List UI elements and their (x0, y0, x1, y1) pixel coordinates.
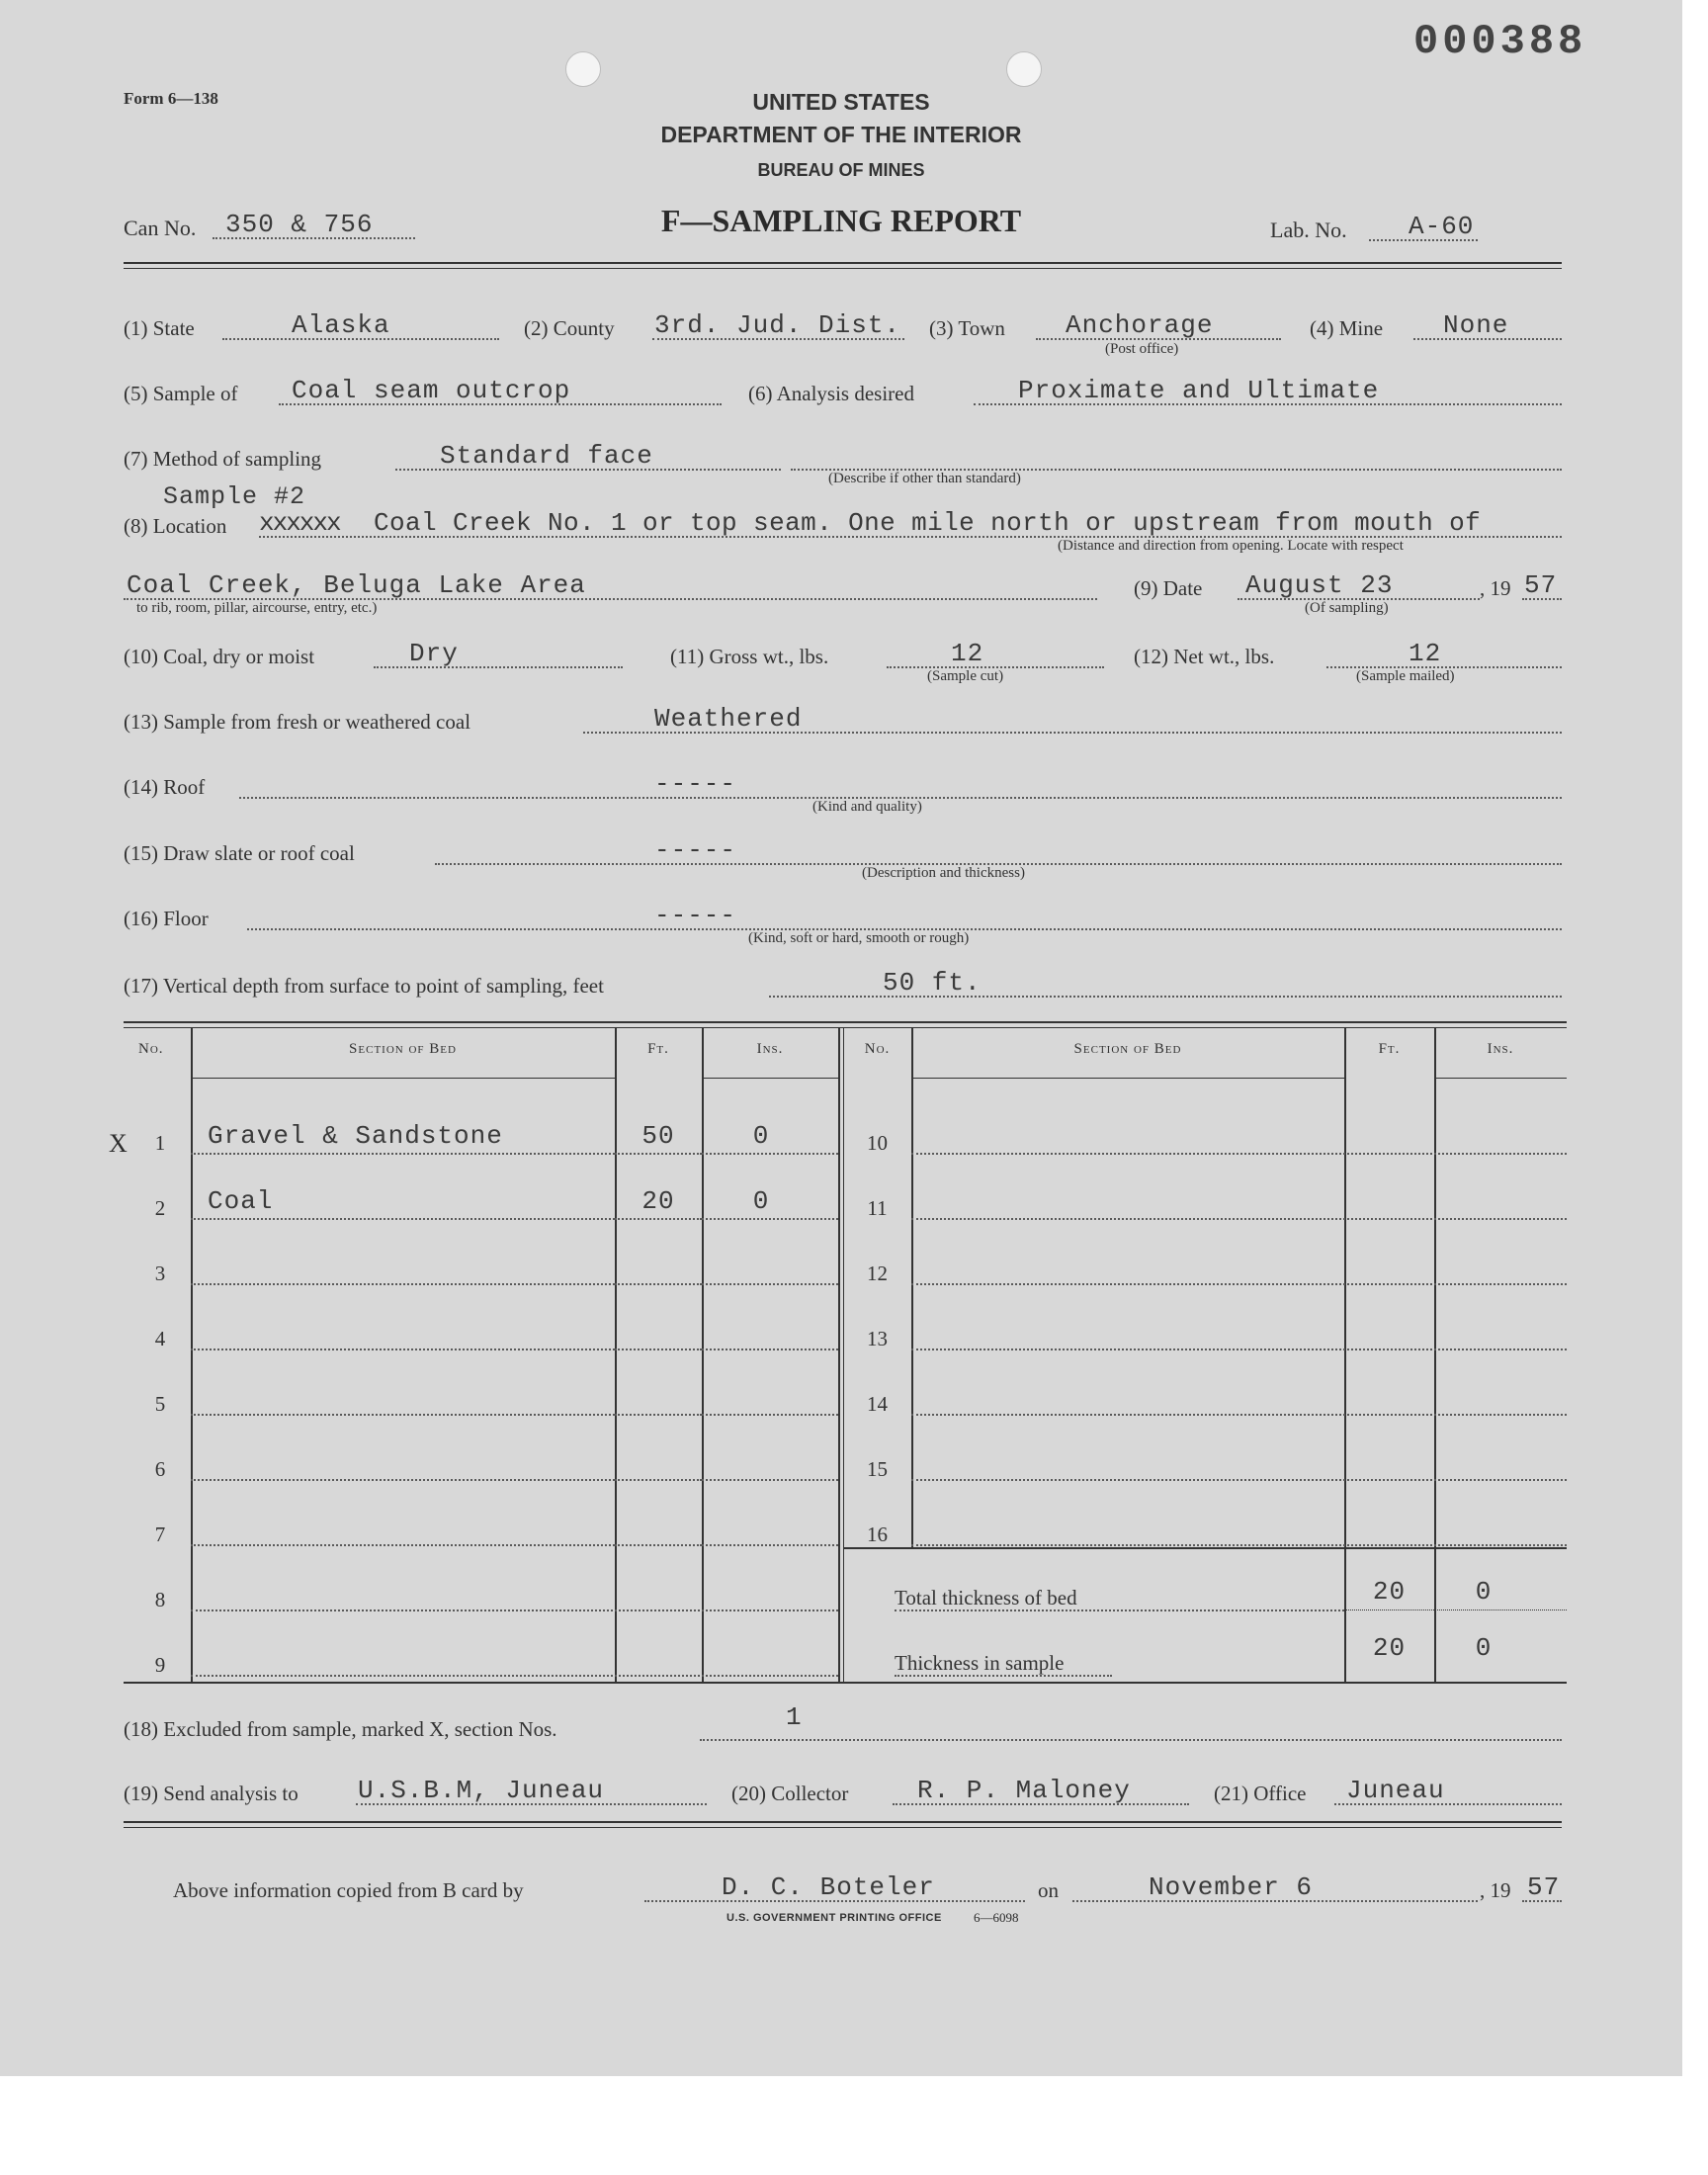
form-number: Form 6—138 (124, 89, 218, 108)
method-label: (7) Method of sampling (124, 447, 322, 471)
mine-value: None (1443, 310, 1509, 340)
date-value: August 23 (1245, 570, 1394, 600)
coal-dry-label: (10) Coal, dry or moist (124, 645, 315, 668)
county-value: 3rd. Jud. Dist. (654, 310, 901, 340)
location-note2: to rib, room, pillar, aircourse, entry, etc.) (136, 600, 378, 616)
location-label: (8) Location (124, 514, 227, 538)
section-of-bed-cell: Coal (208, 1186, 274, 1216)
footer-year-prefix: , 19 (1480, 1878, 1511, 1902)
punch-hole (565, 51, 601, 87)
total-thickness-ft: 20 (1372, 1577, 1407, 1607)
roof-label: (14) Roof (124, 775, 206, 799)
row-number: 11 (867, 1196, 888, 1220)
town-label: (3) Town (929, 316, 1005, 340)
row-number: 6 (154, 1457, 166, 1481)
gross-wt-value: 12 (951, 639, 984, 668)
office-value: Juneau (1346, 1776, 1445, 1805)
punch-hole (1006, 51, 1042, 87)
date-year: 57 (1524, 570, 1558, 600)
total-thickness-ins: 0 (1475, 1577, 1493, 1607)
header-line3: BUREAU OF MINES (757, 160, 925, 180)
row-number: 1 (154, 1131, 166, 1155)
town-note: (Post office) (1105, 341, 1179, 357)
gpo-number: 6—6098 (974, 1910, 1019, 1925)
location-note1: (Distance and direction from opening. Locate with respect (1058, 538, 1404, 554)
floor-label: (16) Floor (124, 907, 209, 930)
floor-value: ----- (654, 901, 737, 930)
mine-label: (4) Mine (1310, 316, 1384, 340)
net-wt-value: 12 (1409, 639, 1442, 668)
thickness-in-sample-ft: 20 (1372, 1633, 1407, 1663)
location-struck: xxxxxx (259, 508, 340, 538)
header-line2: DEPARTMENT OF THE INTERIOR (660, 122, 1022, 147)
stamp-number: 000388 (1413, 18, 1587, 65)
send-to-label: (19) Send analysis to (124, 1782, 299, 1805)
state-label: (1) State (124, 316, 195, 340)
roof-note: (Kind and quality) (812, 799, 922, 815)
can-no-label: Can No. (124, 216, 197, 240)
fresh-label: (13) Sample from fresh or weathered coal (124, 710, 471, 734)
col-header-section-right: Section of Bed (1073, 1041, 1182, 1057)
depth-label: (17) Vertical depth from surface to point of sampling, feet (124, 974, 604, 998)
sample-of-value: Coal seam outcrop (292, 376, 571, 405)
roof-value: ----- (654, 769, 737, 799)
header-line1: UNITED STATES (752, 89, 930, 115)
gross-wt-label: (11) Gross wt., lbs. (670, 645, 829, 668)
draw-slate-value: ----- (654, 835, 737, 865)
date-label: (9) Date (1134, 576, 1203, 600)
ft-cell: 20 (641, 1186, 675, 1216)
ft-cell: 50 (641, 1121, 675, 1151)
row-number: 3 (154, 1262, 166, 1285)
analysis-value: Proximate and Ultimate (1018, 376, 1380, 405)
row-number: 5 (154, 1392, 166, 1416)
can-no-value: 350 & 756 (225, 210, 374, 239)
col-header-section: Section of Bed (349, 1041, 457, 1057)
copied-by-label: Above information copied from B card by (173, 1878, 524, 1902)
ins-cell: 0 (752, 1186, 770, 1216)
excluded-mark: X (109, 1129, 128, 1158)
net-wt-note: (Sample mailed) (1356, 668, 1455, 684)
state-value: Alaska (292, 310, 390, 340)
location-line1: Coal Creek No. 1 or top seam. One mile north or upstream from mouth of (374, 508, 1482, 538)
col-header-no: No. (138, 1041, 164, 1057)
send-to-value: U.S.B.M, Juneau (358, 1776, 605, 1805)
col-header-ft: Ft. (647, 1041, 669, 1057)
row-number: 12 (867, 1262, 888, 1285)
sample-of-label: (5) Sample of (124, 382, 238, 405)
gpo-label: U.S. GOVERNMENT PRINTING OFFICE (726, 1912, 942, 1924)
copied-by-value: D. C. Boteler (722, 1872, 935, 1902)
net-wt-label: (12) Net wt., lbs. (1134, 645, 1275, 668)
coal-dry-value: Dry (409, 639, 459, 668)
depth-value: 50 ft. (883, 968, 982, 998)
ins-cell: 0 (752, 1121, 770, 1151)
draw-slate-label: (15) Draw slate or roof coal (124, 841, 355, 865)
row-number: 15 (867, 1457, 888, 1481)
row-number: 4 (154, 1327, 166, 1350)
row-number: 7 (154, 1522, 166, 1546)
row-number: 16 (867, 1522, 888, 1546)
county-label: (2) County (524, 316, 615, 340)
on-label: on (1038, 1878, 1059, 1902)
draw-slate-note: (Description and thickness) (862, 865, 1025, 881)
section-of-bed-cell: Gravel & Sandstone (208, 1121, 503, 1151)
fresh-value: Weathered (654, 704, 803, 734)
row-number: 9 (154, 1653, 166, 1677)
footer-year: 57 (1527, 1872, 1561, 1902)
lab-no-value: A-60 (1409, 212, 1475, 241)
row-number: 13 (867, 1327, 888, 1350)
date-year-prefix: , 19 (1480, 576, 1511, 600)
method-value: Standard face (440, 441, 653, 471)
collector-value: R. P. Maloney (917, 1776, 1131, 1805)
collector-label: (20) Collector (731, 1782, 849, 1805)
col-header-ins: Ins. (756, 1041, 784, 1057)
row-number: 14 (867, 1392, 888, 1416)
thickness-in-sample-label: Thickness in sample (895, 1651, 1065, 1675)
gross-wt-note: (Sample cut) (927, 668, 1004, 684)
sample-number: Sample #2 (163, 482, 306, 511)
excluded-label: (18) Excluded from sample, marked X, section Nos. (124, 1717, 557, 1741)
method-note: (Describe if other than standard) (828, 471, 1021, 486)
row-number: 8 (154, 1588, 166, 1611)
lab-no-label: Lab. No. (1270, 218, 1347, 242)
date-note: (Of sampling) (1305, 600, 1389, 616)
on-date-value: November 6 (1149, 1872, 1314, 1902)
town-value: Anchorage (1066, 310, 1214, 340)
location-line2: Coal Creek, Beluga Lake Area (127, 570, 586, 600)
col-header-ft-right: Ft. (1378, 1041, 1401, 1057)
floor-note: (Kind, soft or hard, smooth or rough) (748, 930, 970, 946)
row-number: 10 (867, 1131, 888, 1155)
analysis-label: (6) Analysis desired (748, 382, 914, 405)
office-label: (21) Office (1214, 1782, 1307, 1805)
page-title: F—SAMPLING REPORT (660, 203, 1022, 238)
excluded-value: 1 (786, 1702, 803, 1732)
total-thickness-label: Total thickness of bed (895, 1586, 1077, 1610)
col-header-no-right: No. (864, 1041, 891, 1057)
col-header-ins-right: Ins. (1487, 1041, 1514, 1057)
row-number: 2 (154, 1196, 166, 1220)
thickness-in-sample-ins: 0 (1475, 1633, 1493, 1663)
